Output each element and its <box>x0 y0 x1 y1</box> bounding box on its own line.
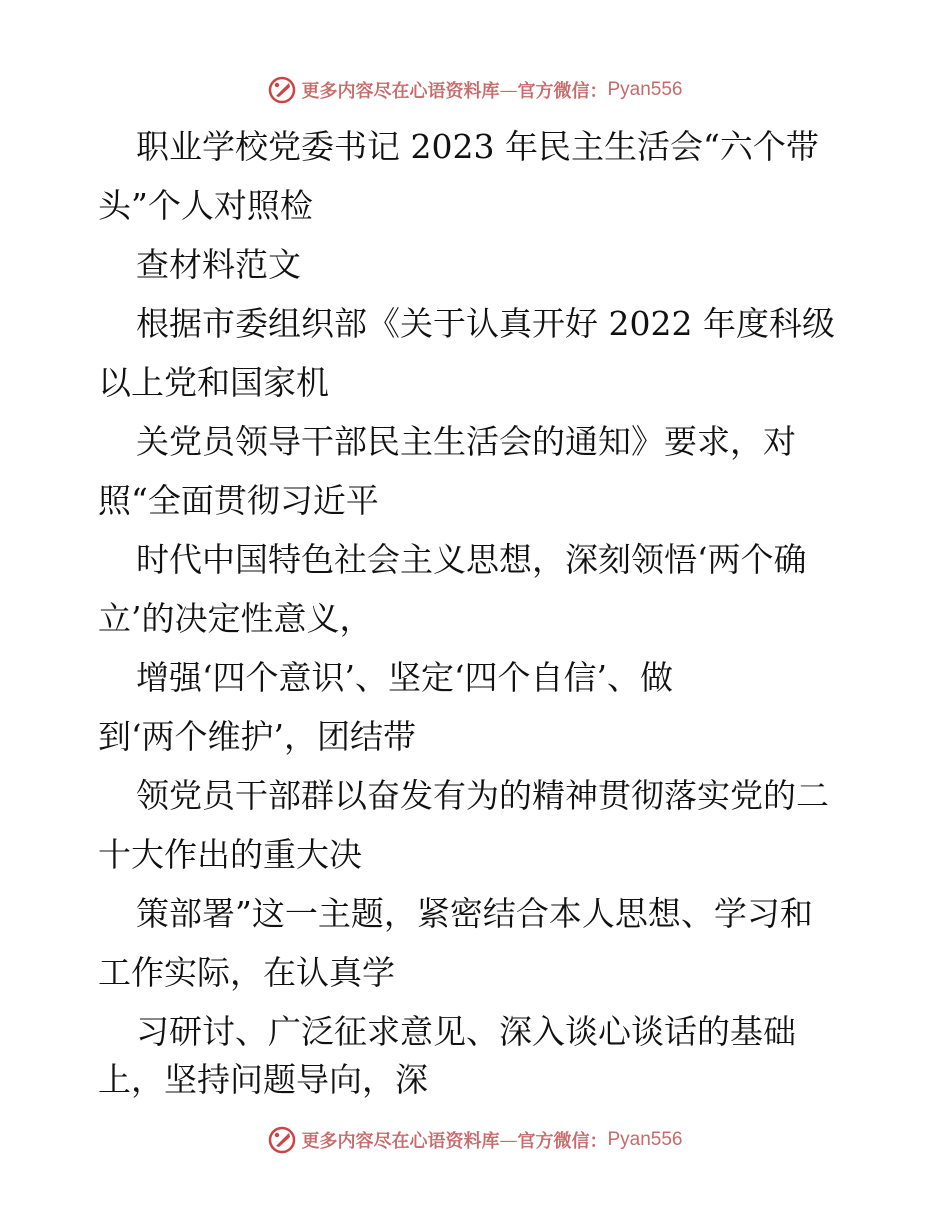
watermark-official-label: 官方微信： <box>517 81 608 102</box>
text-line: 时代中国特色社会主义思想，深刻领悟‘两个确 <box>136 540 807 579</box>
text-line: 到‘两个维护’，团结带 <box>98 717 416 756</box>
text-line: 职业学校党委书记 2023 年民主生活会“六个带 <box>136 127 819 166</box>
text-line: 照“全面贯彻习近平 <box>98 481 379 520</box>
text-line: 增强‘四个意识’、坚定‘四个自信’、做 <box>136 658 673 697</box>
text-line: 习研讨、广泛征求意见、深入谈心谈话的基础 <box>136 1012 796 1051</box>
watermark-separator: — <box>499 79 518 101</box>
text-line: 策部署”这一主题，紧密结合本人思想、学习和 <box>136 894 813 933</box>
watermark-wechat-id: Pyan556 <box>607 79 683 100</box>
text-line: 头”个人对照检 <box>98 186 313 225</box>
watermark-site-name: 更多内容尽在心语资料库 <box>301 81 500 102</box>
text-line: 领党员干部群以奋发有为的精神贯彻落实党的二 <box>136 776 829 815</box>
text-line: 以上党和国家机 <box>98 363 329 402</box>
watermark-separator: — <box>499 1129 518 1151</box>
text-line: 根据市委组织部《关于认真开好 2022 年度科级 <box>136 304 835 343</box>
footer-watermark <box>0 1120 950 1160</box>
watermark-official-label: 官方微信： <box>517 1131 608 1152</box>
quill-seal-icon <box>267 1125 297 1155</box>
text-line: 关党员领导干部民主生活会的通知》要求，对 <box>136 422 796 461</box>
text-line: 上，坚持问题导向，深 <box>98 1060 428 1099</box>
watermark-wechat-id: Pyan556 <box>607 1129 683 1150</box>
watermark-site-name: 更多内容尽在心语资料库 <box>301 1131 500 1152</box>
text-line: 立’的决定性意义， <box>98 599 373 638</box>
text-line: 工作实际，在认真学 <box>98 953 395 992</box>
text-line: 十大作出的重大决 <box>98 835 362 874</box>
text-line: 查材料范文 <box>136 245 301 284</box>
